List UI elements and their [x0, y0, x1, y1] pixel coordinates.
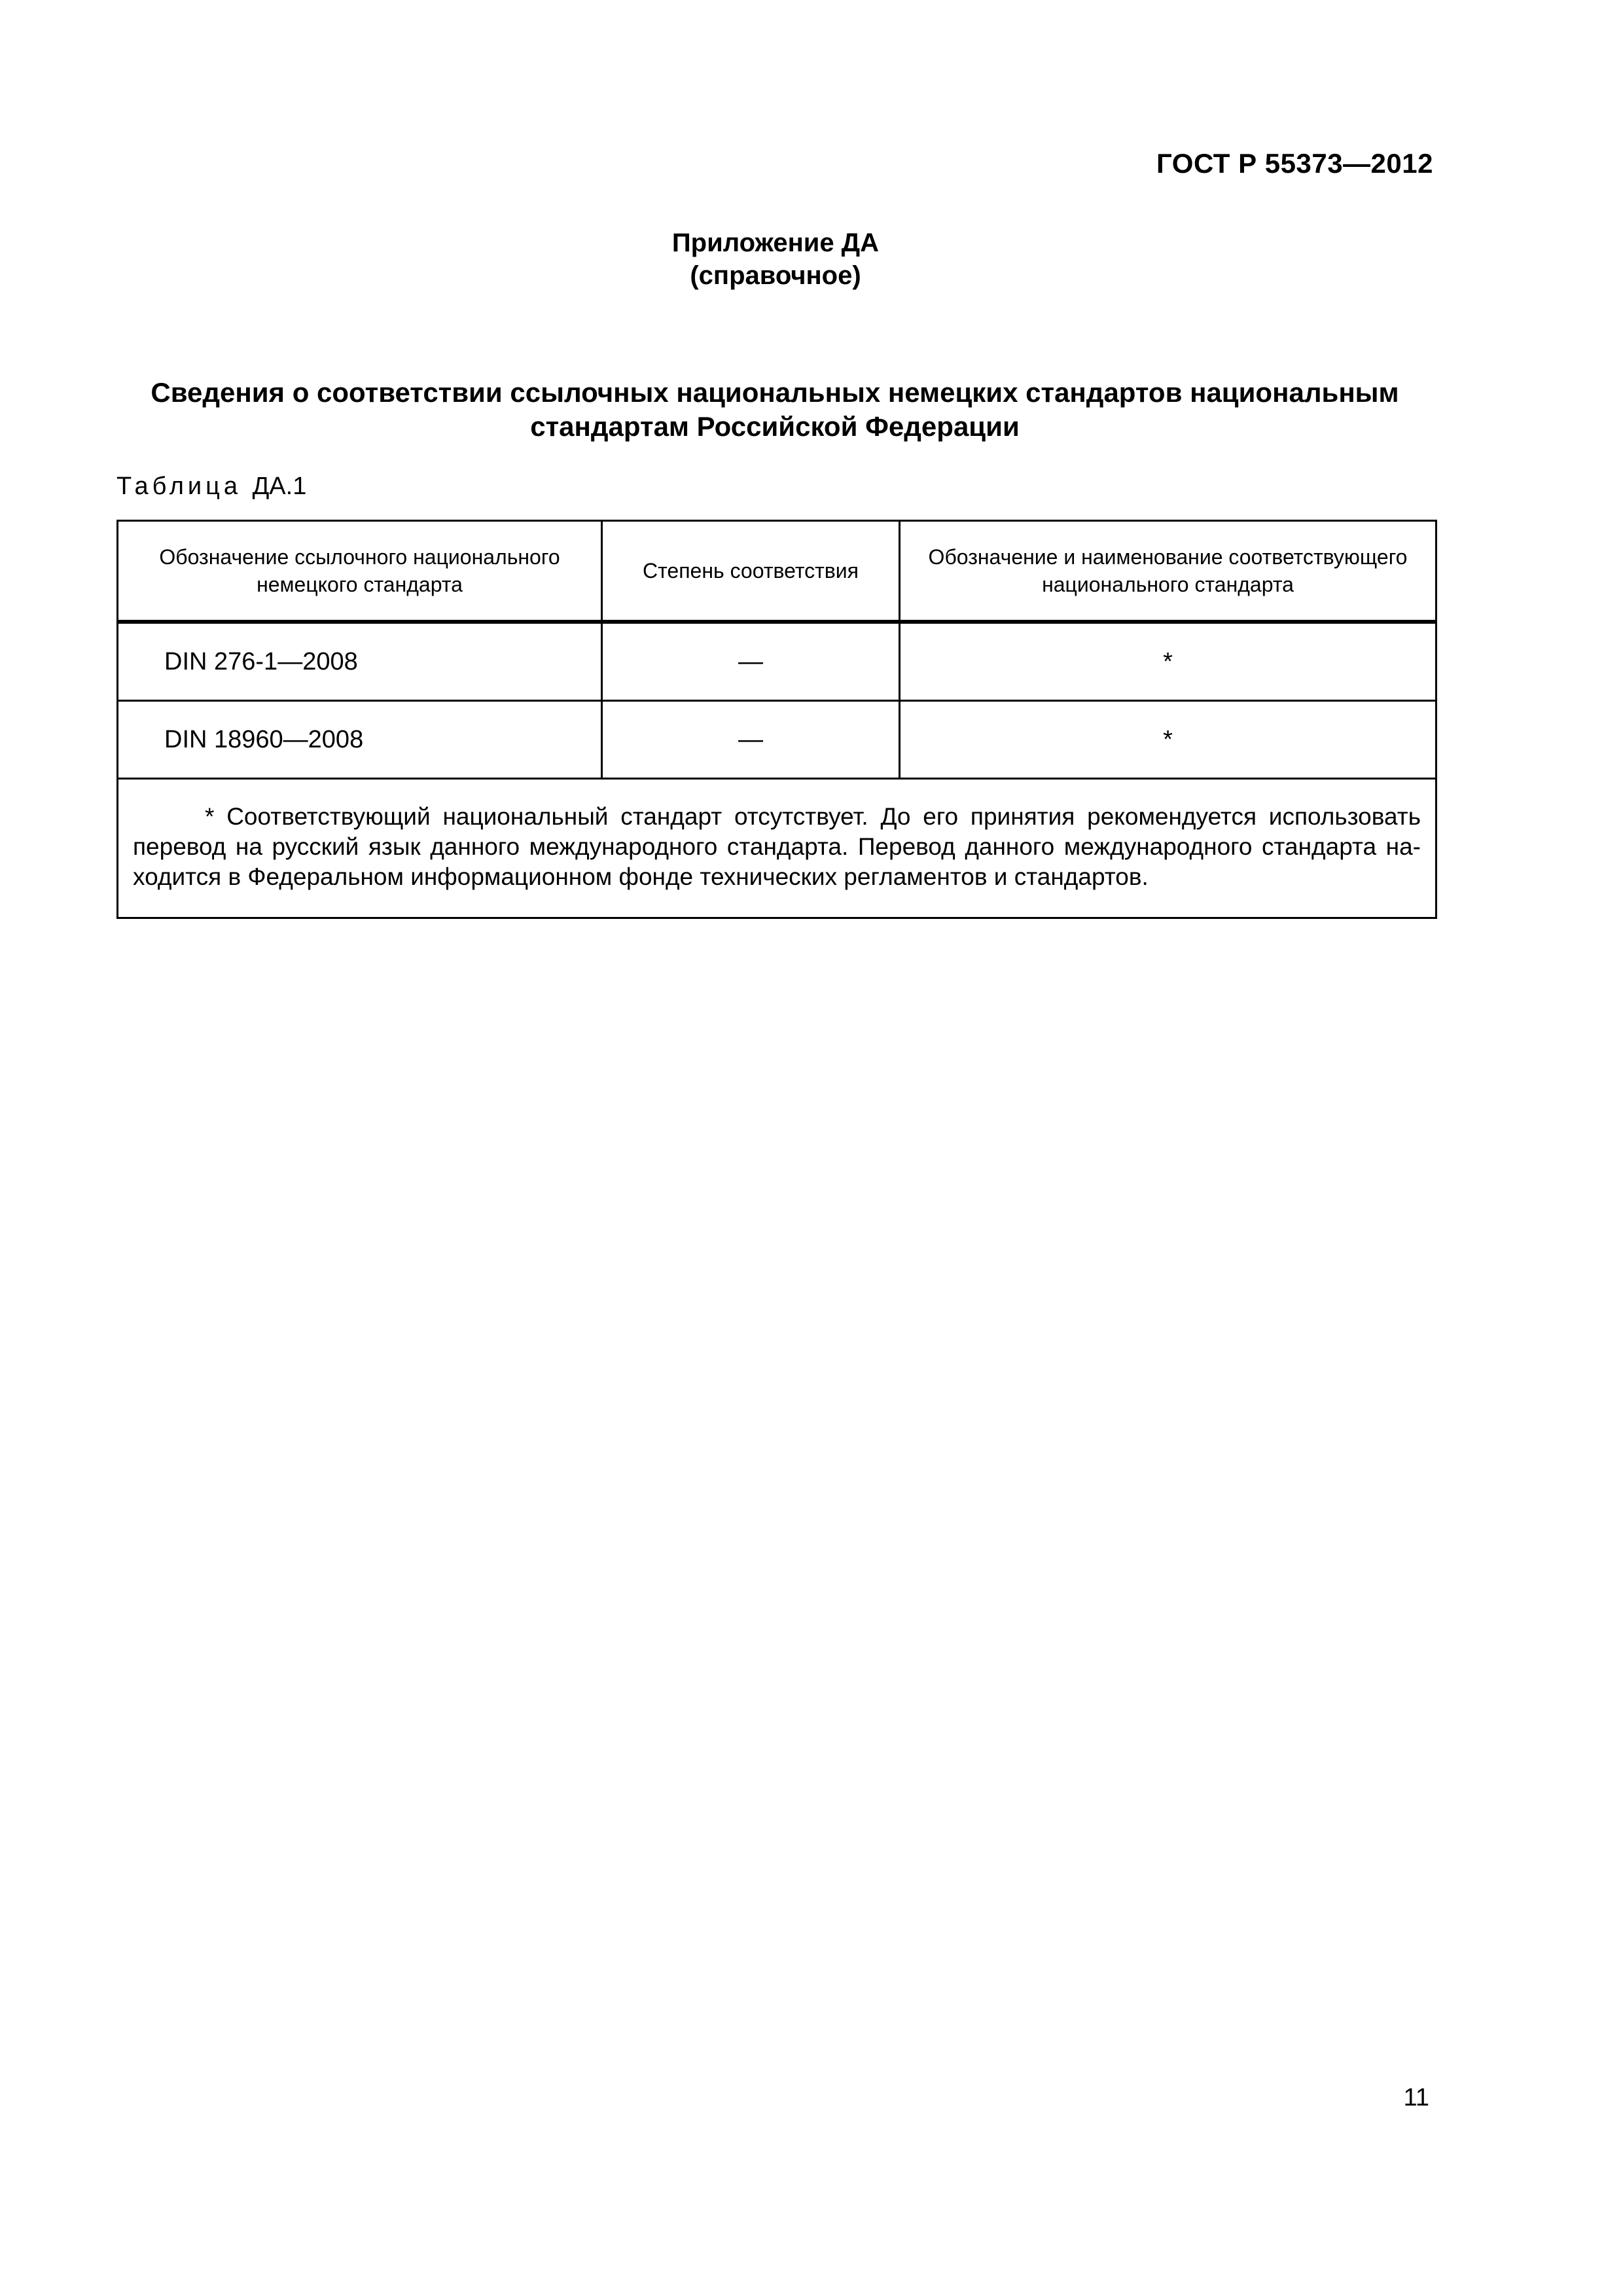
table-footnote-row	[118, 779, 1436, 918]
appendix-title: Приложение ДА	[671, 228, 880, 257]
table-row	[118, 622, 1436, 701]
table-caption-label: Таблица	[116, 473, 241, 500]
column-header-reference-standard: Обозначение ссылочного национального немецкого стандарта	[118, 521, 602, 622]
page-number: 11	[1403, 2084, 1429, 2111]
cell-national-standard: *	[900, 622, 1436, 701]
correspondence-table	[116, 520, 1437, 919]
table-header-row	[118, 521, 1436, 622]
column-header-degree: Степень соответствия	[602, 521, 900, 622]
table-footnote: * Соответствующий национальный стандарт отсутствует. До его принятия рекомендуется использовать перевод на русский язык данного международного стандарта. Перевод данного международного стандарта находится в Федеральном информационном фонде технических регламентов и стандартов.	[118, 779, 1436, 918]
cell-national-standard: *	[900, 701, 1436, 779]
cell-degree: —	[602, 622, 900, 701]
appendix-type: (справочное)	[690, 261, 861, 290]
column-header-national-standard: Обозначение и наименование соответствующего национального стандарта	[900, 521, 1436, 622]
appendix-heading	[0, 226, 1551, 292]
section-title-line-2: стандартам Российской Федерации	[530, 411, 1020, 442]
document-designation: ГОСТ Р 55373—2012	[1156, 148, 1433, 179]
section-title-line-1: Сведения о соответствии ссылочных национальных немецких стандартов национальным	[151, 377, 1399, 408]
cell-degree: —	[602, 701, 900, 779]
table-row	[118, 701, 1436, 779]
cell-reference-standard: DIN 276-1—2008	[118, 622, 602, 701]
table-caption	[116, 473, 306, 501]
cell-reference-standard: DIN 18960—2008	[118, 701, 602, 779]
section-title	[116, 376, 1433, 444]
table-caption-number: ДА.1	[252, 473, 307, 500]
